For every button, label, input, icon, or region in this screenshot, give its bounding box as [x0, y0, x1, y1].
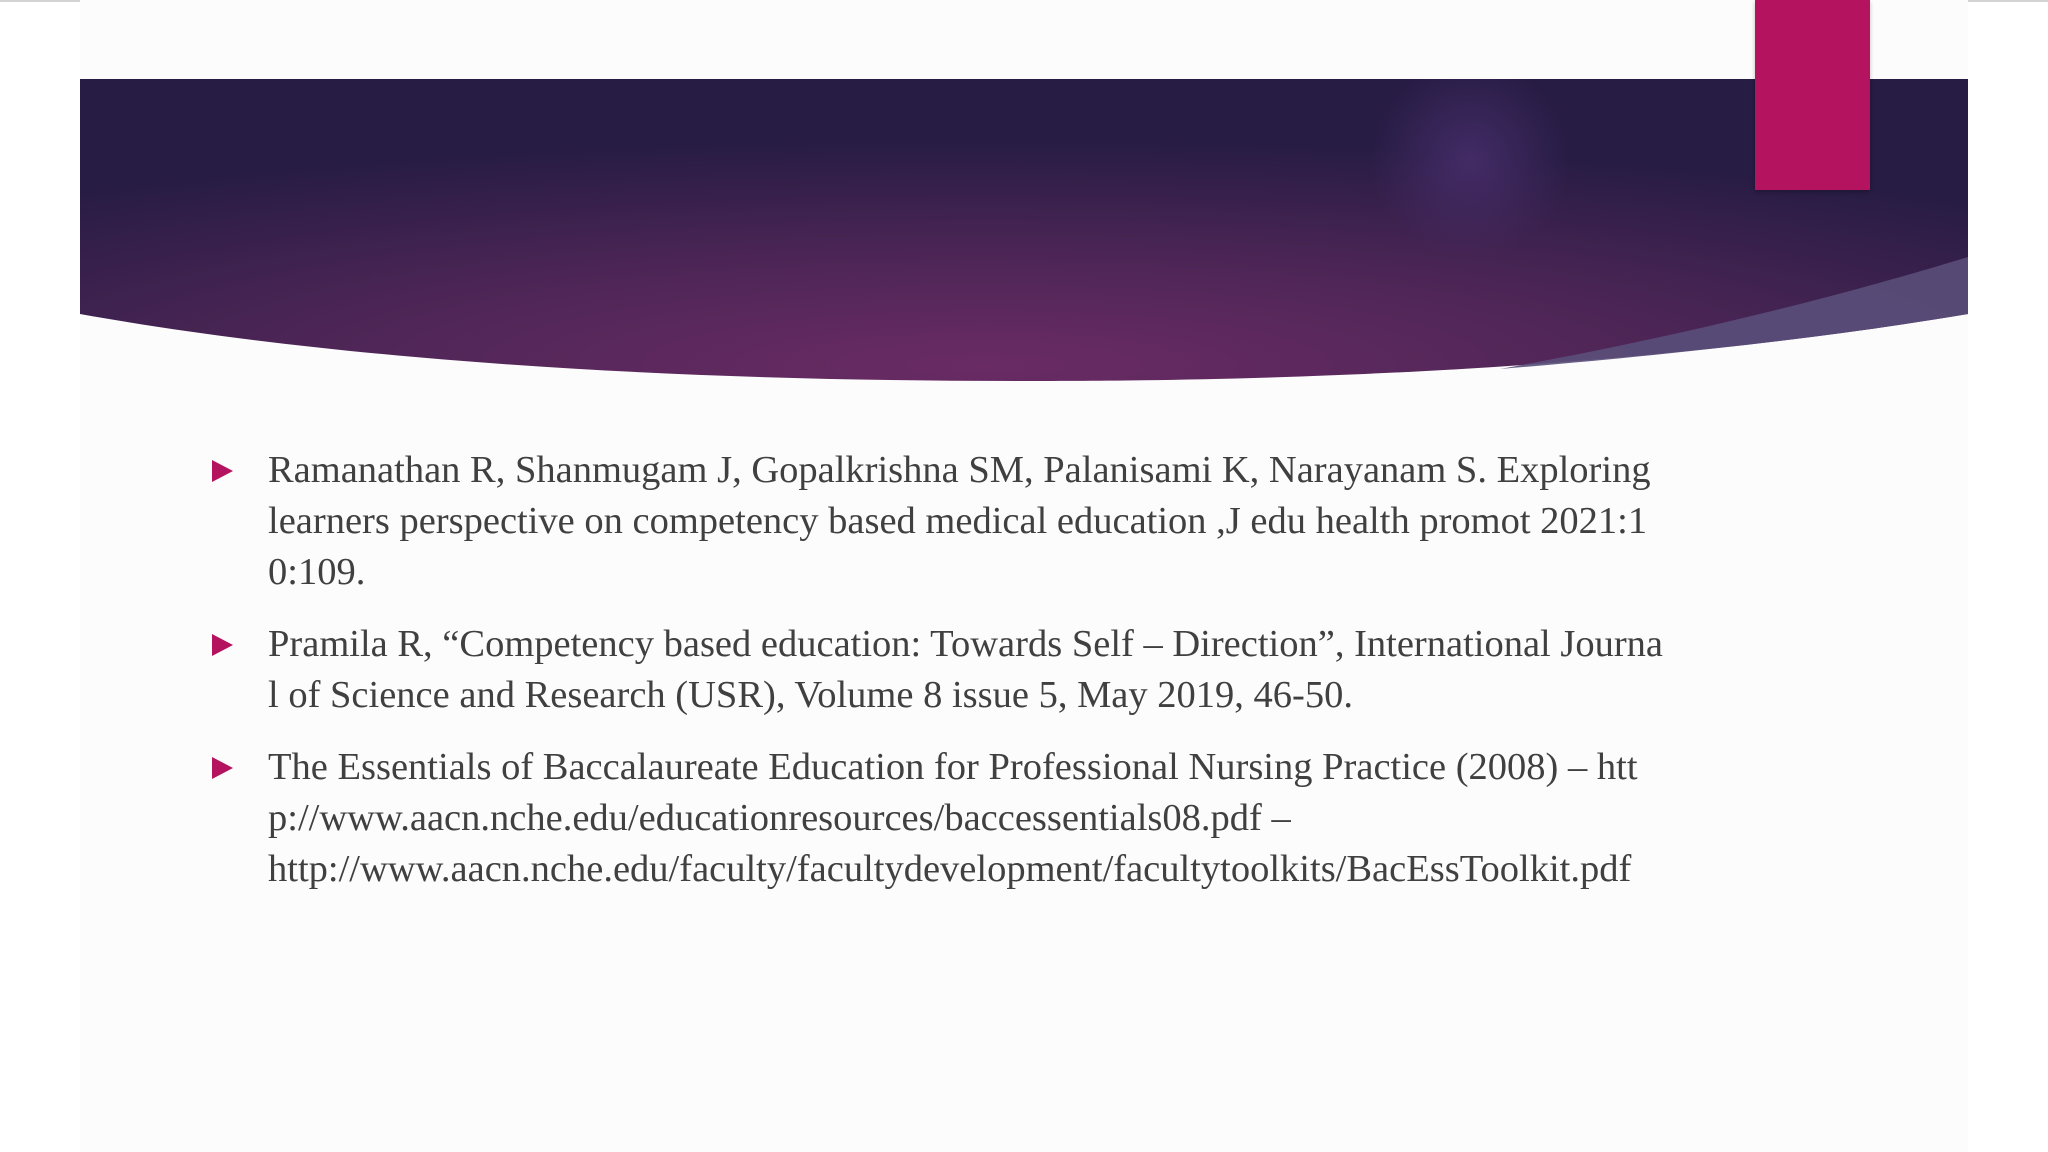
banner-graphic — [80, 79, 1968, 381]
reference-text: Ramanathan R, Shanmugam J, Gopalkrishna SM, Palanisami K, Narayanam S. Exploring learners perspective on competency based medical education ,J edu health promot 2021:10:109. — [268, 449, 1651, 593]
accent-tab — [1755, 0, 1870, 190]
title-banner — [80, 79, 1968, 381]
reference-link: http://www.aacn.nche.edu/faculty/facultydevelopment/facultytoolkits/BacEssToolkit.pdf — [268, 848, 1632, 890]
triangle-right-icon — [212, 634, 233, 656]
triangle-right-icon — [212, 757, 233, 779]
reference-list — [210, 445, 1670, 916]
reference-text-line: The Essentials of Baccalaureate Education for Professional Nursing Practice (2008) – http://www.aacn.nche.edu/educationresources/baccessentials08.pdf – — [268, 746, 1638, 839]
reference-item — [210, 619, 1670, 721]
reference-item — [210, 742, 1670, 895]
triangle-right-icon — [212, 460, 233, 482]
reference-item — [210, 445, 1670, 598]
reference-text — [268, 742, 1670, 895]
reference-text: Pramila R, “Competency based education: Towards Self – Direction”, International Journal of Science and Research (USR), Volume 8 issue 5, May 2019, 46-50. — [268, 623, 1664, 716]
